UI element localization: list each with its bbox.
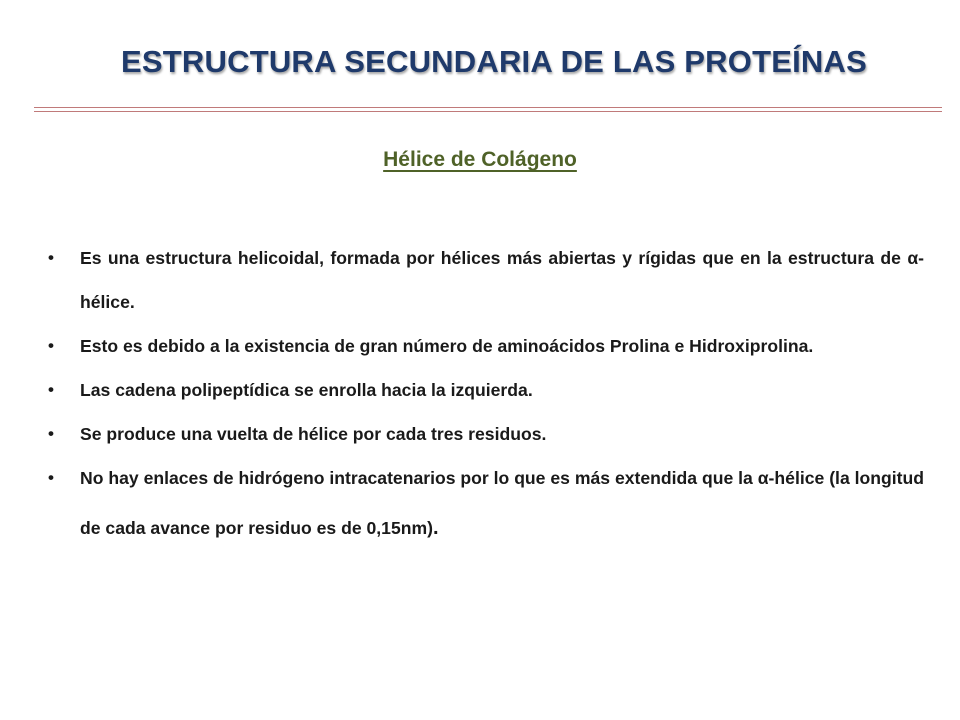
bullet-icon: • [48,468,54,487]
bullet-text-end: . [433,517,439,539]
slide-title: ESTRUCTURA SECUNDARIA DE LAS PROTEÍNAS [121,44,867,79]
bullet-text: Las cadena polipeptídica se enrolla hacia la izquierda. [80,380,533,400]
bullet-text: Se produce una vuelta de hélice por cada tres residuos. [80,424,547,444]
slide-subtitle: Hélice de Colágeno [383,148,577,171]
bullet-text: Esto es debido a la existencia de gran número de aminoácidos Prolina e Hidroxiprolina. [80,336,814,356]
bullet-icon: • [48,380,54,399]
bullet-item [46,324,924,368]
bullet-icon: • [48,424,54,443]
bullet-item [46,368,924,412]
bullet-item [46,236,924,324]
bullet-icon: • [48,248,54,267]
title-divider [34,107,942,112]
bullet-list [46,236,924,553]
bullet-text: Es una estructura helicoidal, formada por hélices más abiertas y rígidas que en la estructura de α-hélice. [80,248,924,312]
bullet-item [46,453,924,553]
bullet-text: No hay enlaces de hidrógeno intracatenarios por lo que es más extendida que la α-hélice (la longitud de cada avance por residuo es de 0,15nm) [80,468,924,538]
bullet-icon: • [48,336,54,355]
bullet-item [46,412,924,456]
